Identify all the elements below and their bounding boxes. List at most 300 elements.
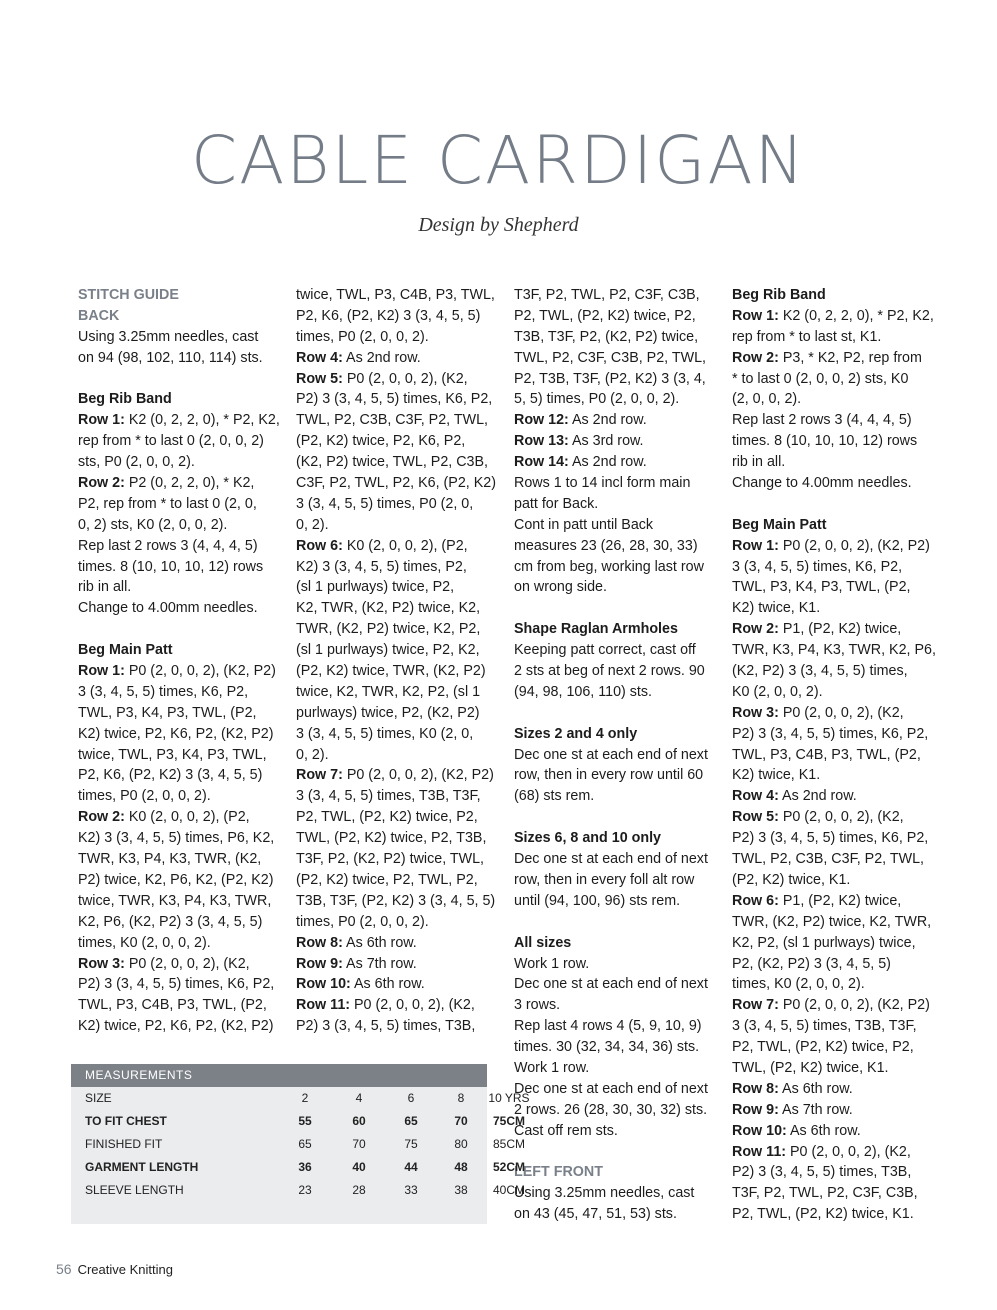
instruction-text: until (94, 100, 96) sts rem.	[514, 892, 681, 909]
instruction-text: TWL, P2, C3F, C3B, P2, TWL,	[514, 349, 707, 366]
pattern-line	[732, 1142, 936, 1163]
pattern-line	[78, 786, 278, 807]
pattern-line	[514, 369, 718, 390]
instruction-text: K0 (2, 0, 0, 2), (P2,	[342, 537, 468, 554]
pattern-line	[514, 1121, 718, 1142]
pattern-line	[514, 1079, 718, 1100]
instruction-text: TWL, P2, C3B, C3F, P2, TWL,	[296, 412, 489, 429]
row-label: Row 1:	[732, 307, 779, 324]
pattern-line	[296, 306, 500, 327]
paragraph-gap	[514, 703, 718, 724]
pattern-line	[732, 1162, 936, 1183]
measurement-value: 85CM	[492, 1137, 525, 1151]
instruction-text: (94, 98, 106, 110) sts.	[514, 683, 653, 700]
pattern-line	[296, 369, 500, 390]
instruction-text: 3 (3, 4, 5, 5) times, K6, P2,	[732, 558, 903, 575]
row-label: Row 4:	[296, 349, 343, 366]
paragraph-gap	[514, 1142, 718, 1163]
page-footer	[56, 1261, 173, 1277]
instruction-text: rep from * to last st, K1.	[732, 328, 882, 345]
pattern-line	[296, 1016, 500, 1037]
instruction-text: (2, 0, 0, 2).	[732, 391, 802, 408]
measurement-value: 40	[352, 1160, 366, 1174]
subheading	[78, 640, 278, 661]
subheading	[78, 389, 278, 410]
pattern-line	[732, 682, 936, 703]
instruction-text: T3F, P2, TWL, P2, C3F, C3B,	[732, 1185, 918, 1202]
row-label: Row 12:	[514, 412, 569, 429]
row-label: Row 3:	[732, 704, 779, 721]
row-label: Row 4:	[732, 788, 779, 805]
pattern-line	[514, 431, 718, 452]
pattern-line	[732, 306, 936, 327]
instruction-text: P2, rep from * to last 0 (2, 0,	[78, 495, 257, 512]
pattern-line	[78, 452, 278, 473]
row-label: Row 11:	[732, 1143, 787, 1160]
instruction-text: Rows 1 to 14 incl form main	[514, 475, 691, 492]
measurement-value: 65	[298, 1137, 312, 1151]
instruction-text: P2, (K2, P2) 3 (3, 4, 5, 5)	[732, 955, 891, 972]
instruction-text: row, then in every foll alt row	[514, 871, 695, 888]
pattern-line	[732, 452, 936, 473]
pattern-line	[296, 410, 500, 431]
instruction-text: 0, 2).	[296, 516, 329, 533]
instruction-text: P2) 3 (3, 4, 5, 5) times, K6, P2,	[732, 830, 929, 847]
instruction-text: P0 (2, 0, 0, 2), (K2,	[786, 1143, 911, 1160]
pattern-line	[514, 473, 718, 494]
pattern-line	[78, 557, 278, 578]
pattern-line	[296, 807, 500, 828]
instruction-text: As 6th row.	[778, 1080, 853, 1097]
instruction-text: Keeping patt correct, cast off	[514, 642, 696, 659]
subheading	[732, 515, 936, 536]
measurement-row	[71, 1156, 525, 1179]
pattern-line	[78, 598, 278, 619]
pattern-line	[732, 348, 936, 369]
instruction-text: C3F, P2, TWL, P2, K6, (P2, K2)	[296, 475, 496, 492]
pattern-line	[78, 431, 278, 452]
instruction-text: (P2, K2) twice, K1.	[732, 871, 851, 888]
instruction-text: 3 (3, 4, 5, 5) times, T3B, T3F,	[732, 1018, 917, 1035]
instruction-text: As 2nd row.	[568, 412, 647, 429]
section-heading	[514, 1162, 718, 1183]
pattern-line	[78, 494, 278, 515]
row-label: Row 5:	[732, 809, 779, 826]
pattern-line	[514, 974, 718, 995]
instruction-text: Work 1 row.	[514, 955, 590, 972]
pattern-line	[514, 1058, 718, 1079]
pattern-line	[78, 912, 278, 933]
measurement-row	[71, 1179, 525, 1202]
instruction-text: P0 (2, 0, 0, 2), (K2,	[350, 997, 475, 1014]
instruction-text: TWL, (P2, K2) twice, P2, T3B,	[296, 830, 487, 847]
pattern-line	[78, 933, 278, 954]
row-label: Row 6:	[732, 892, 779, 909]
paragraph-gap	[514, 807, 718, 828]
pattern-line	[78, 348, 278, 369]
pattern-line	[296, 536, 500, 557]
instruction-text: TWL, P3, C4B, P3, TWL, (P2,	[78, 997, 267, 1014]
instruction-text: K2) twice, P2, K6, P2, (K2, P2)	[78, 1018, 274, 1035]
instruction-text: 3 (3, 4, 5, 5) times, P0 (2, 0,	[296, 495, 474, 512]
instruction-text: K2 (0, 2, 2, 0), * P2, K2,	[124, 412, 280, 429]
pattern-line	[514, 452, 718, 473]
instruction-text: K2) twice, K1.	[732, 767, 821, 784]
measurement-label: FINISHED FIT	[85, 1137, 163, 1151]
instruction-text: TWR, K3, P4, K3, TWR, K2, P6,	[732, 642, 936, 659]
heading-text: Beg Main Patt	[732, 516, 827, 533]
heading-text: All sizes	[514, 934, 572, 951]
instruction-text: P2) 3 (3, 4, 5, 5) times, K6, P2,	[78, 976, 275, 993]
instruction-text: P1, (P2, K2) twice,	[778, 621, 902, 638]
instruction-text: T3B, T3F, P2, (K2, P2) twice,	[514, 328, 699, 345]
instruction-text: 0, 2) sts, K0 (2, 0, 0, 2).	[78, 516, 228, 533]
row-label: Row 8:	[296, 934, 343, 951]
instruction-text: (P2, K2) twice, P2, K6, P2,	[296, 433, 466, 450]
measurement-value: 75	[404, 1137, 418, 1151]
pattern-line	[514, 765, 718, 786]
measurement-value: 60	[352, 1114, 366, 1128]
instruction-text: on 94 (98, 102, 110, 114) sts.	[78, 349, 263, 366]
text-column-1	[78, 285, 278, 1037]
measurement-value: 52CM	[492, 1160, 525, 1174]
row-label: Row 10:	[732, 1122, 787, 1139]
instruction-text: times, P0 (2, 0, 0, 2).	[296, 913, 429, 930]
pattern-line	[296, 745, 500, 766]
row-label: Row 9:	[296, 955, 343, 972]
instruction-text: As 6th row.	[786, 1122, 861, 1139]
pattern-line	[732, 974, 936, 995]
measurement-value: 33	[404, 1183, 418, 1197]
pattern-line	[78, 1016, 278, 1037]
measurement-label: SIZE	[85, 1091, 112, 1105]
instruction-text: (P2, K2) twice, P2, TWL, P2,	[296, 871, 478, 888]
instruction-text: K2) twice, K1.	[732, 600, 821, 617]
pattern-line	[514, 661, 718, 682]
heading-text: Beg Main Patt	[78, 642, 173, 659]
pattern-line	[732, 1016, 936, 1037]
pattern-line	[732, 557, 936, 578]
pattern-line	[296, 515, 500, 536]
page-title: CABLE CARDIGAN	[191, 122, 806, 199]
pattern-line	[514, 494, 718, 515]
pattern-line	[732, 891, 936, 912]
instruction-text: K0 (2, 0, 0, 2).	[732, 683, 823, 700]
section-heading	[78, 285, 278, 306]
pattern-line	[296, 577, 500, 598]
pattern-line	[296, 557, 500, 578]
pattern-line	[514, 995, 718, 1016]
instruction-text: Rep last 2 rows 3 (4, 4, 4, 5)	[78, 537, 258, 554]
subheading	[514, 933, 718, 954]
instruction-text: Dec one st at each end of next	[514, 976, 708, 993]
row-label: Row 5:	[296, 370, 343, 387]
measurement-value: 48	[454, 1160, 468, 1174]
pattern-line	[732, 661, 936, 682]
pattern-line	[78, 995, 278, 1016]
measurement-value: 75CM	[492, 1114, 525, 1128]
pattern-line	[514, 306, 718, 327]
instruction-text: P2, TWL, (P2, K2) twice, P2,	[732, 1039, 914, 1056]
pattern-line	[514, 786, 718, 807]
measurement-value: 70	[454, 1114, 468, 1128]
pattern-line	[514, 1183, 718, 1204]
heading-text: Beg Rib Band	[78, 391, 172, 408]
pattern-line	[78, 661, 278, 682]
instruction-text: TWL, P2, C3B, C3F, P2, TWL,	[732, 851, 925, 868]
instruction-text: P2) twice, K2, P6, K2, (P2, K2)	[78, 871, 274, 888]
magazine-name: Creative Knitting	[77, 1262, 173, 1277]
measurement-value: 38	[454, 1183, 468, 1197]
instruction-text: times, P0 (2, 0, 0, 2).	[78, 788, 211, 805]
pattern-line	[514, 745, 718, 766]
measurement-value: 8	[457, 1091, 465, 1105]
row-label: Row 9:	[732, 1101, 779, 1118]
pattern-line	[78, 515, 278, 536]
instruction-text: P2) 3 (3, 4, 5, 5) times, T3B,	[732, 1164, 912, 1181]
instruction-text: TWR, K3, P4, K3, TWR, (K2,	[78, 851, 262, 868]
instruction-text: P2 (0, 2, 2, 0), * K2,	[124, 475, 255, 492]
subheading	[514, 828, 718, 849]
paragraph-gap	[732, 494, 936, 515]
instruction-text: Dec one st at each end of next	[514, 1080, 708, 1097]
pattern-line	[78, 682, 278, 703]
instruction-text: TWL, P3, K4, P3, TWL, (P2,	[732, 579, 911, 596]
instruction-text: (sl 1 purlways) twice, P2, K2,	[296, 642, 480, 659]
instruction-text: As 6th row.	[342, 934, 417, 951]
instruction-text: As 6th row.	[350, 976, 425, 993]
pattern-line	[732, 1183, 936, 1204]
instruction-text: (68) sts rem.	[514, 788, 595, 805]
pattern-line	[514, 389, 718, 410]
row-label: Row 10:	[296, 976, 351, 993]
pattern-line	[514, 891, 718, 912]
pattern-line	[732, 1058, 936, 1079]
pattern-line	[296, 452, 500, 473]
instruction-text: As 2nd row.	[778, 788, 857, 805]
pattern-line	[732, 724, 936, 745]
section-heading	[78, 306, 278, 327]
instruction-text: times. 30 (32, 34, 34, 36) sts.	[514, 1039, 700, 1056]
measurement-value: 55	[298, 1114, 312, 1128]
instruction-text: TWR, (K2, P2) twice, K2, P2,	[296, 621, 481, 638]
pattern-line	[78, 536, 278, 557]
measurements-table	[71, 1064, 530, 1224]
instruction-text: P2) 3 (3, 4, 5, 5) times, K6, P2,	[296, 391, 493, 408]
instruction-text: Rep last 2 rows 3 (4, 4, 4, 5)	[732, 412, 912, 429]
pattern-line	[732, 765, 936, 786]
pattern-line	[732, 849, 936, 870]
instruction-text: times, K0 (2, 0, 0, 2).	[78, 934, 211, 951]
measurement-value: 70	[352, 1137, 366, 1151]
pattern-line	[296, 954, 500, 975]
row-label: Row 7:	[296, 767, 343, 784]
instruction-text: As 7th row.	[342, 955, 417, 972]
row-label: Row 2:	[78, 809, 125, 826]
instruction-text: measures 23 (26, 28, 30, 33)	[514, 537, 698, 554]
pattern-line	[732, 640, 936, 661]
instruction-text: times. 8 (10, 10, 10, 12) rows	[732, 433, 918, 450]
pattern-line	[296, 661, 500, 682]
measurement-value: 6	[407, 1091, 415, 1105]
pattern-line	[732, 473, 936, 494]
pattern-line	[514, 327, 718, 348]
pattern-line	[514, 515, 718, 536]
pattern-line	[514, 1037, 718, 1058]
instruction-text: K2, TWR, (K2, P2) twice, K2,	[296, 600, 481, 617]
measurement-value: 23	[298, 1183, 312, 1197]
measurement-label: GARMENT LENGTH	[85, 1160, 199, 1174]
paragraph-gap	[514, 598, 718, 619]
pattern-line	[732, 954, 936, 975]
instruction-text: TWL, P3, C4B, P3, TWL, (P2,	[732, 746, 921, 763]
pattern-line	[514, 410, 718, 431]
instruction-text: P0 (2, 0, 0, 2), (K2,	[342, 370, 468, 387]
instruction-text: 2 rows. 26 (28, 30, 30, 32) sts.	[514, 1101, 708, 1118]
pattern-line	[296, 494, 500, 515]
pattern-line	[296, 724, 500, 745]
instruction-text: on 43 (45, 47, 51, 53) sts.	[514, 1206, 677, 1223]
instruction-text: on wrong side.	[514, 579, 607, 596]
measurement-value: 44	[404, 1160, 418, 1174]
pattern-line	[78, 577, 278, 598]
pattern-line	[296, 682, 500, 703]
row-label: Row 2:	[732, 349, 779, 366]
instruction-text: P0 (2, 0, 0, 2), (K2,	[778, 809, 904, 826]
subheading	[732, 285, 936, 306]
instruction-text: P0 (2, 0, 0, 2), (K2,	[124, 955, 250, 972]
instruction-text: K2 (0, 2, 2, 0), * P2, K2,	[778, 307, 934, 324]
heading-text: BACK	[78, 307, 120, 324]
measurement-value: 65	[404, 1114, 418, 1128]
instruction-text: 0, 2).	[296, 746, 329, 763]
instruction-text: TWL, P3, K4, P3, TWL, (P2,	[78, 704, 257, 721]
pattern-line	[78, 410, 278, 431]
pattern-line	[296, 891, 500, 912]
instruction-text: As 3rd row.	[568, 433, 644, 450]
subheading	[514, 619, 718, 640]
instruction-text: Dec one st at each end of next	[514, 746, 708, 763]
instruction-text: P0 (2, 0, 0, 2), (K2, P2)	[342, 767, 494, 784]
text-column-3	[514, 285, 718, 1225]
instruction-text: Work 1 row.	[514, 1059, 590, 1076]
pattern-line	[732, 389, 936, 410]
pattern-line	[732, 703, 936, 724]
pattern-line	[296, 765, 500, 786]
instruction-text: times, P0 (2, 0, 0, 2).	[296, 328, 429, 345]
page-number: 56	[56, 1261, 72, 1277]
heading-text: Sizes 2 and 4 only	[514, 725, 638, 742]
instruction-text: Cont in patt until Back	[514, 516, 654, 533]
pattern-line	[296, 870, 500, 891]
instruction-text: (K2, P2) 3 (3, 4, 5, 5) times,	[732, 663, 908, 680]
pattern-line	[514, 1100, 718, 1121]
pattern-line	[296, 327, 500, 348]
designer-credit: Design by Shepherd	[418, 214, 579, 236]
pattern-line	[732, 369, 936, 390]
pattern-line	[514, 577, 718, 598]
instruction-text: P2, K6, (P2, K2) 3 (3, 4, 5, 5)	[78, 767, 263, 784]
measurements-header: MEASUREMENTS	[71, 1064, 487, 1087]
instruction-text: K0 (2, 0, 0, 2), (P2,	[124, 809, 250, 826]
measurement-row	[71, 1110, 525, 1133]
row-label: Row 6:	[296, 537, 343, 554]
pattern-line	[732, 745, 936, 766]
instruction-text: T3B, T3F, (P2, K2) 3 (3, 4, 5, 5)	[296, 892, 496, 909]
row-label: Row 13:	[514, 433, 569, 450]
pattern-line	[514, 849, 718, 870]
instruction-text: Dec one st at each end of next	[514, 851, 708, 868]
pattern-line	[514, 536, 718, 557]
row-label: Row 8:	[732, 1080, 779, 1097]
instruction-text: P2, TWL, (P2, K2) twice, P2,	[514, 307, 696, 324]
measurement-row	[71, 1133, 525, 1156]
instruction-text: rib in all.	[732, 454, 786, 471]
instruction-text: Using 3.25mm needles, cast	[78, 328, 259, 345]
instruction-text: K2) 3 (3, 4, 5, 5) times, P6, K2,	[78, 830, 275, 847]
pattern-line	[514, 870, 718, 891]
instruction-text: rib in all.	[78, 579, 132, 596]
measurement-label: SLEEVE LENGTH	[85, 1183, 184, 1197]
heading-text: Beg Rib Band	[732, 287, 826, 303]
pattern-line	[78, 745, 278, 766]
instruction-text: P2, K6, (P2, K2) 3 (3, 4, 5, 5)	[296, 307, 481, 324]
row-label: Row 14:	[514, 454, 569, 471]
instruction-text: 3 rows.	[514, 997, 561, 1014]
instruction-text: (sl 1 purlways) twice, P2,	[296, 579, 455, 596]
instruction-text: Change to 4.00mm needles.	[732, 475, 912, 492]
instruction-text: P2, T3B, T3F, (P2, K2) 3 (3, 4,	[514, 370, 706, 387]
instruction-text: P0 (2, 0, 0, 2), (K2, P2)	[124, 663, 276, 680]
pattern-line	[514, 1204, 718, 1225]
pattern-line	[78, 703, 278, 724]
pattern-line	[296, 703, 500, 724]
pattern-line	[732, 870, 936, 891]
instruction-text: K2) twice, P2, K6, P2, (K2, P2)	[78, 725, 274, 742]
pattern-line	[78, 849, 278, 870]
subheading	[514, 724, 718, 745]
pattern-line	[78, 974, 278, 995]
measurement-value: 2	[301, 1091, 309, 1105]
pattern-line	[296, 849, 500, 870]
instruction-text: 3 (3, 4, 5, 5) times, K0 (2, 0,	[296, 725, 474, 742]
pattern-line	[514, 1016, 718, 1037]
measurement-value: 36	[298, 1160, 312, 1174]
row-label: Row 2:	[732, 621, 779, 638]
pattern-line	[732, 786, 936, 807]
instruction-text: P3, * K2, P2, rep from	[778, 349, 922, 366]
pattern-line	[78, 473, 278, 494]
pattern-line	[296, 431, 500, 452]
pattern-line	[296, 995, 500, 1016]
instruction-text: P0 (2, 0, 0, 2), (K2,	[778, 704, 904, 721]
text-column-2	[296, 285, 500, 1037]
instruction-text: cm from beg, working last row	[514, 558, 704, 575]
row-label: Row 11:	[296, 997, 351, 1014]
instruction-text: Change to 4.00mm needles.	[78, 600, 258, 617]
row-label: Row 7:	[732, 997, 779, 1014]
instruction-text: twice, K2, TWR, K2, P2, (sl 1	[296, 683, 481, 700]
instruction-text: As 2nd row.	[342, 349, 421, 366]
instruction-text: sts, P0 (2, 0, 0, 2).	[78, 454, 195, 471]
instruction-text: * to last 0 (2, 0, 0, 2) sts, K0	[732, 370, 909, 387]
pattern-line	[296, 786, 500, 807]
pattern-line	[514, 348, 718, 369]
instruction-text: P2, TWL, (P2, K2) twice, P2,	[296, 809, 478, 826]
instruction-text: P0 (2, 0, 0, 2), (K2, P2)	[778, 537, 930, 554]
measurement-label: TO FIT CHEST	[85, 1114, 167, 1128]
heading-text: Sizes 6, 8 and 10 only	[514, 830, 662, 847]
